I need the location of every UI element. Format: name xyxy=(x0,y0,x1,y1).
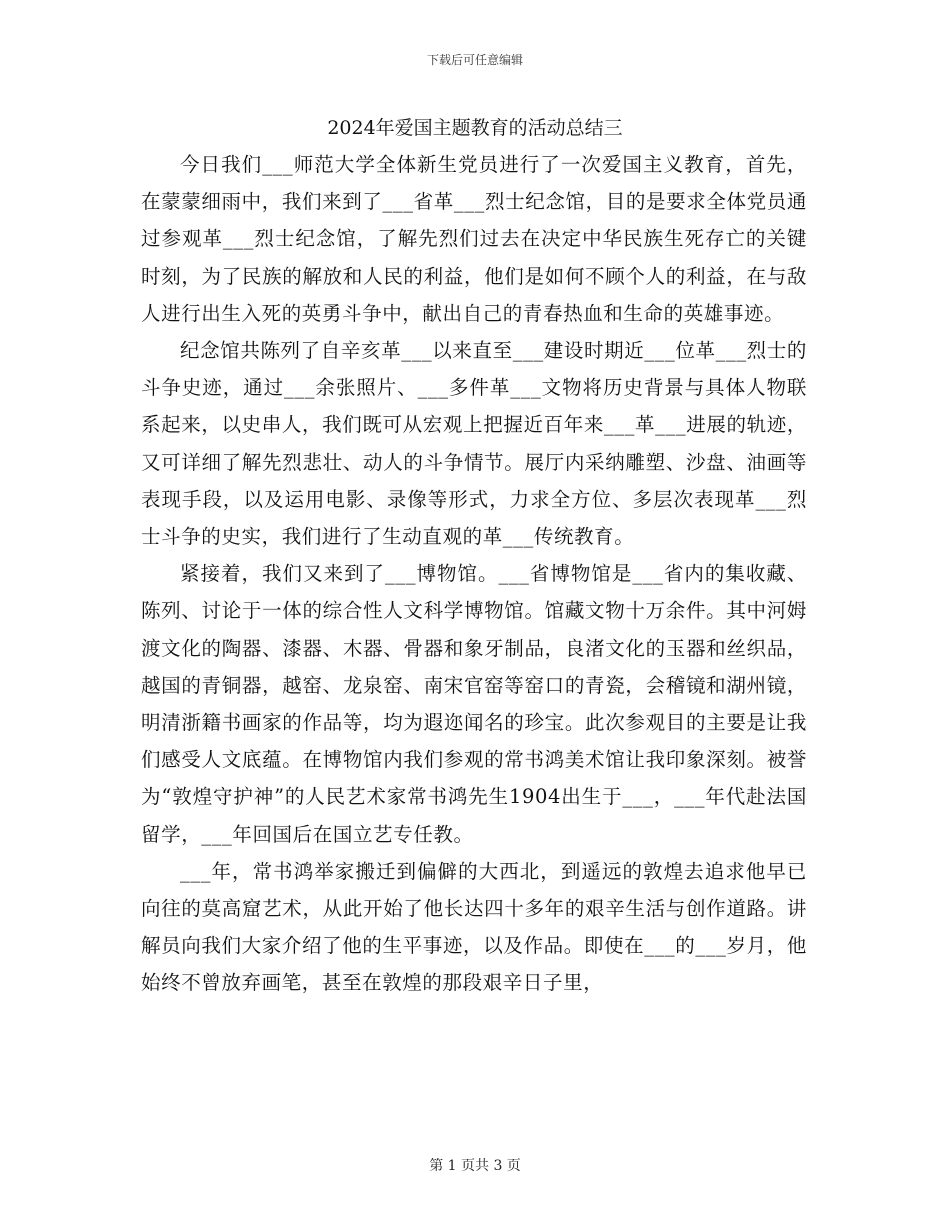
paragraph-1: 今日我们___师范大学全体新生党员进行了一次爱国主义教育，首先，在蒙蒙细雨中，我们来到了___省革___烈士纪念馆，目的是要求全体党员通过参观革___烈士纪念馆，了解先烈们过去在决定中华民族生死存亡的关键时刻，为了民族的解放和人民的利益，他们是如何不顾个人的利益，在与敌人进行出生入死的英勇斗争中，献出自己的青春热血和生命的英雄事迹。 xyxy=(141,153,807,325)
page-indicator: 第 1 页共 3 页 xyxy=(429,1158,521,1174)
paragraph-3: 紧接着，我们又来到了___博物馆。___省博物馆是___省内的集收藏、陈列、讨论于一体的综合性人文科学博物馆。馆藏文物十万余件。其中河姆渡文化的陶器、漆器、木器、骨器和象牙制品，良渚文化的玉器和丝织品，越国的青铜器，越窑、龙泉窑、南宋官窑等窑口的青瓷，会稽镜和湖州镜，明清浙籍书画家的作品等，均为遐迩闻名的珍宝。此次参观目的主要是让我们感受人文底蕴。在博物馆内我们参观的常书鸿美术馆让我印象深刻。被誉为“敦煌守护神”的人民艺术家常书鸿先生1904出生于___，___年代赴法国留学，___年回国后在国立艺专任教。 xyxy=(141,562,807,846)
paragraph-2: 纪念馆共陈列了自辛亥革___以来直至___建设时期近___位革___烈士的斗争史迹，通过___余张照片、___多件革___文物将历史背景与具体人物联系起来，以史串人，我们既可从宏观上把握近百年来___革___进展的轨迹，又可详细了解先烈悲壮、动人的斗争情节。展厅内采纳雕塑、沙盘、油画等表现手段，以及运用电影、录像等形式，力求全方位、多层次表现革___烈士斗争的史实，我们进行了生动直观的革___传统教育。 xyxy=(141,339,807,549)
document-body xyxy=(141,146,807,1002)
paragraph-4: ___年，常书鸿举家搬迁到偏僻的大西北，到遥远的敦煌去追求他早已向往的莫高窟艺术，从此开始了他长达四十多年的艰辛生活与创作道路。讲解员向我们大家介绍了他的生平事迹，以及作品。即使在___的___岁月，他始终不曾放弃画笔，甚至在敦煌的那段艰辛日子里， xyxy=(141,859,807,995)
document-title: 2024年爱国主题教育的活动总结三 xyxy=(327,117,623,139)
header-note: 下载后可任意编辑 xyxy=(426,53,523,67)
